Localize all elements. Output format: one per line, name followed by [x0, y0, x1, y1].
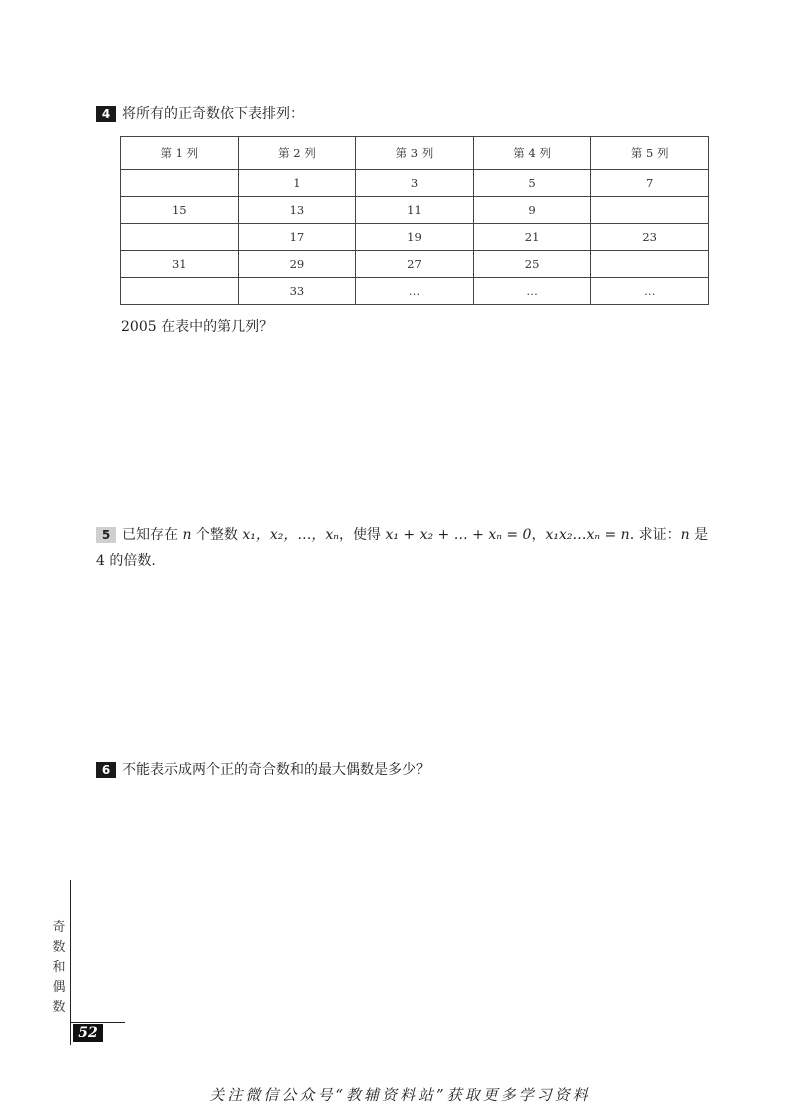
text-segment: 个整数	[191, 527, 243, 543]
question-number-badge: 5	[96, 527, 116, 543]
chapter-char: 奇	[52, 920, 66, 935]
side-divider-vertical	[70, 880, 71, 1045]
math-expression: x₁，x₂，…，xₙ	[242, 527, 339, 543]
table-cell: 25	[473, 251, 591, 278]
chapter-char: 和	[52, 960, 66, 975]
page-number: 52	[73, 1024, 103, 1042]
text-segment: 已知存在	[122, 527, 183, 543]
table-cell	[121, 278, 239, 305]
table-cell: 33	[238, 278, 356, 305]
odd-number-table	[120, 136, 709, 305]
math-variable: n	[680, 527, 690, 543]
table-row	[121, 224, 709, 251]
text-segment: ，使得	[338, 527, 386, 543]
table-cell: …	[473, 278, 591, 305]
text-segment: 4 的倍数.	[96, 553, 156, 569]
column-header: 第 2 列	[238, 137, 356, 170]
math-expression: x₁x₂…xₙ = n	[545, 527, 630, 543]
question-6	[96, 757, 716, 783]
table-row	[121, 170, 709, 197]
table-cell: 21	[473, 224, 591, 251]
table-cell: 1	[238, 170, 356, 197]
table-cell: 13	[238, 197, 356, 224]
table-cell: 23	[591, 224, 709, 251]
table-cell: 7	[591, 170, 709, 197]
text-segment: 是	[689, 527, 709, 543]
math-variable: n	[182, 527, 192, 543]
table-header-row	[121, 137, 709, 170]
math-expression: x₁ + x₂ + … + xₙ = 0	[385, 527, 532, 543]
chapter-char: 数	[52, 1000, 66, 1015]
column-header: 第 1 列	[121, 137, 239, 170]
question-number-badge: 4	[96, 106, 116, 122]
text-segment: ，	[531, 527, 546, 543]
side-divider-horizontal	[70, 1022, 125, 1023]
table-cell: 3	[356, 170, 474, 197]
text-segment: . 求证：	[629, 527, 681, 543]
table-cell: 15	[121, 197, 239, 224]
table-row	[121, 251, 709, 278]
table-row	[121, 197, 709, 224]
column-header: 第 5 列	[591, 137, 709, 170]
question-4	[96, 101, 716, 127]
table-cell	[121, 224, 239, 251]
question-text: 不能表示成两个正的奇合数和的最大偶数是多少？	[122, 762, 430, 778]
table-cell: 17	[238, 224, 356, 251]
chapter-title-vertical	[50, 918, 68, 1018]
question-number-badge: 6	[96, 762, 116, 778]
chapter-char: 数	[52, 940, 66, 955]
question-4-ask: 2005 在表中的第几列？	[121, 319, 274, 335]
table-cell	[591, 197, 709, 224]
question-5	[96, 522, 716, 574]
table-cell: 29	[238, 251, 356, 278]
table-cell: …	[356, 278, 474, 305]
column-header: 第 4 列	[473, 137, 591, 170]
footer-note: 关注微信公众号“教辅资料站”获取更多学习资料	[209, 1086, 591, 1104]
table-cell	[591, 251, 709, 278]
table-cell: 5	[473, 170, 591, 197]
chapter-char: 偶	[52, 980, 66, 995]
table-cell: 9	[473, 197, 591, 224]
table-cell: 31	[121, 251, 239, 278]
column-header: 第 3 列	[356, 137, 474, 170]
table-cell: 27	[356, 251, 474, 278]
table-cell: 11	[356, 197, 474, 224]
table-cell: 19	[356, 224, 474, 251]
table-row	[121, 278, 709, 305]
question-text: 将所有的正奇数依下表排列：	[122, 106, 304, 122]
table-cell	[121, 170, 239, 197]
table-cell: …	[591, 278, 709, 305]
